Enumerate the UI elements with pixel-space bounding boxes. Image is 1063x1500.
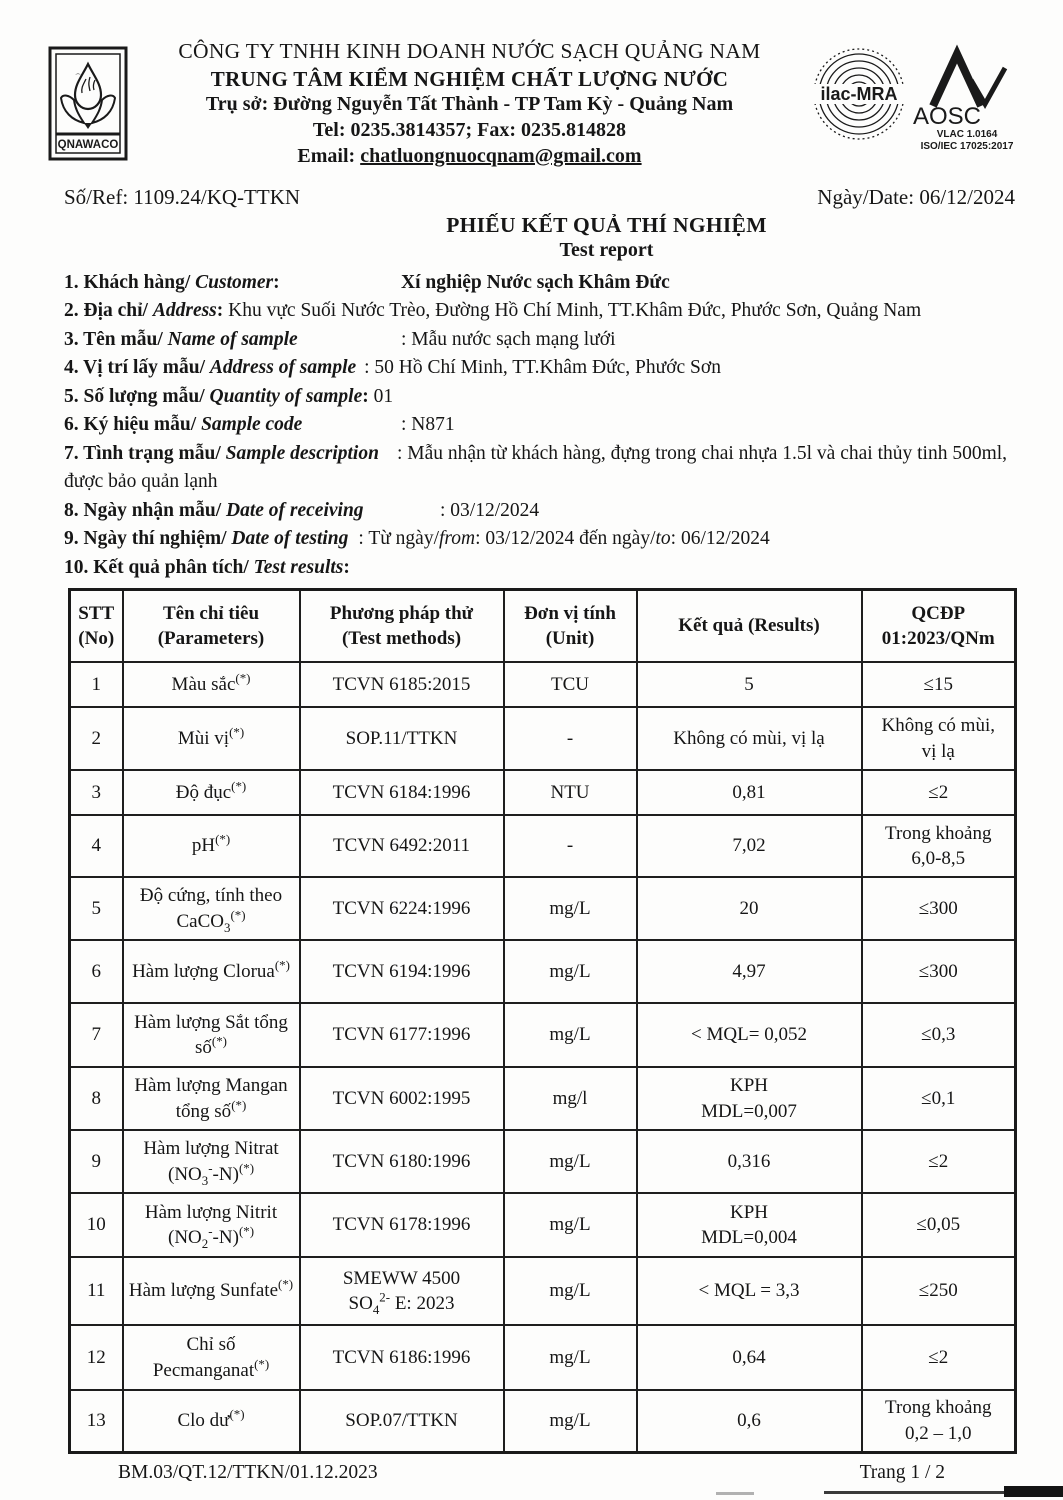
- cell-limit: Trong khoảng 0,2 – 1,0: [862, 1390, 1016, 1452]
- table-row: [70, 770, 1016, 815]
- cell-parameter: Hàm lượng Nitrit $(NO_2^--N)^{(*)}$: [123, 1193, 300, 1257]
- cell-stt: 12: [70, 1325, 123, 1390]
- cell-limit: ≤250: [862, 1257, 1016, 1325]
- table-header-row: [70, 590, 1016, 663]
- company-name: CÔNG TY TNHH KINH DOANH NƯỚC SẠCH QUẢNG NAM: [178, 39, 761, 63]
- info-item-sample-code: 6. Ký hiệu mẫu/ Sample code : N871: [64, 414, 455, 436]
- table-header-cell: Đơn vị tính (Unit): [504, 590, 637, 663]
- info-item-date-testing: 9. Ngày thí nghiệm/ Date of testing : Từ ngày/from: 03/12/2024 đến ngày/to: 06/12/2024: [64, 528, 770, 550]
- cell-stt: 7: [70, 1003, 123, 1067]
- cell-limit: ≤300: [862, 877, 1016, 940]
- info-item-address: 2. Địa chỉ/ Address: Khu vực Suối Nước Trèo, Đường Hồ Chí Minh, TT.Khâm Đức, Phước Sơn, Quảng Nam: [64, 300, 922, 322]
- date-receiving-value: : 03/12/2024: [440, 499, 540, 521]
- cell-method: TCVN 6180:1996: [300, 1130, 504, 1193]
- table-header-cell: QCĐP 01:2023/QNm: [862, 590, 1016, 663]
- date-testing-value: : Từ ngày/from: 03/12/2024 đến ngày/to: 06/12/2024: [358, 528, 770, 550]
- cell-unit: -: [504, 815, 637, 877]
- cell-unit: mg/L: [504, 1325, 637, 1390]
- cell-parameter: Độ cứng, tính theo CaCO$_3$(*): [123, 877, 300, 940]
- cell-unit: TCU: [504, 662, 637, 707]
- cell-stt: 3: [70, 770, 123, 815]
- table-row: [70, 1193, 1016, 1257]
- cell-stt: 4: [70, 815, 123, 877]
- cell-method: TCVN 6492:2011: [300, 815, 504, 877]
- table-header-cell: Tên chỉ tiêu (Parameters): [123, 590, 300, 663]
- cell-result: 0,64: [637, 1325, 862, 1390]
- cell-limit: ≤0,3: [862, 1003, 1016, 1067]
- cell-stt: 9: [70, 1130, 123, 1193]
- cell-result: 7,02: [637, 815, 862, 877]
- table-header-cell: Phương pháp thử (Test methods): [300, 590, 504, 663]
- cell-stt: 10: [70, 1193, 123, 1257]
- table-row: [70, 940, 1016, 1003]
- table-row: [70, 1325, 1016, 1390]
- page-number: Trang 1 / 2: [859, 1461, 945, 1483]
- table-header-cell: Kết quả (Results): [637, 590, 862, 663]
- aosc-logo-icon: [911, 42, 1023, 154]
- cell-limit: ≤300: [862, 940, 1016, 1003]
- results-table-head: [70, 590, 1016, 663]
- document-header: [0, 0, 1063, 169]
- cell-unit: NTU: [504, 770, 637, 815]
- cell-unit: mg/L: [504, 940, 637, 1003]
- cell-limit: ≤15: [862, 662, 1016, 707]
- cell-result: KPH MDL=0,007: [637, 1067, 862, 1130]
- table-row: [70, 1067, 1016, 1130]
- cell-stt: 1: [70, 662, 123, 707]
- scan-artifact-blob: [1004, 1486, 1063, 1497]
- info-item-sample-description: 7. Tình trạng mẫu/ Sample description : Mẫu nhận từ khách hàng, đựng trong chai nhựa 1.5l và chai thủy tinh 500ml, được bảo quản lạnh: [64, 442, 1008, 493]
- info-item-test-results: 10. Kết quả phân tích/ Test results:: [64, 556, 350, 578]
- cell-result: KPH MDL=0,004: [637, 1193, 862, 1257]
- org-email-line: [128, 144, 811, 170]
- org-block: [128, 38, 811, 169]
- cell-stt: 13: [70, 1390, 123, 1452]
- table-row: [70, 1130, 1016, 1193]
- cell-stt: 8: [70, 1067, 123, 1130]
- cell-parameter: Màu sắc(*): [123, 662, 300, 707]
- table-row: [70, 707, 1016, 770]
- info-item-sample-name: 3. Tên mẫu/ Name of sample : Mẫu nước sạch mạng lưới: [64, 328, 616, 350]
- cell-parameter: Chỉ số Pecmanganat(*): [123, 1325, 300, 1390]
- table-row: [70, 662, 1016, 707]
- cell-limit: ≤0,1: [862, 1067, 1016, 1130]
- cell-parameter: Hàm lượng Clorua(*): [123, 940, 300, 1003]
- cell-unit: mg/L: [504, 1130, 637, 1193]
- cell-result: 20: [637, 877, 862, 940]
- sample-code-value: : N871: [401, 414, 455, 436]
- cell-result: 0,81: [637, 770, 862, 815]
- results-table-body: [70, 662, 1016, 1452]
- cell-limit: Trong khoảng 6,0-8,5: [862, 815, 1016, 877]
- quantity-value: 01: [368, 385, 394, 407]
- qnawaco-logo-icon: [48, 46, 128, 161]
- title-block: [0, 212, 1063, 263]
- cell-stt: 5: [70, 877, 123, 940]
- page-subtitle: Test report: [559, 239, 654, 262]
- customer-value: Xí nghiệp Nước sạch Khâm Đức: [401, 271, 670, 293]
- document-date: Ngày/Date: 06/12/2024: [817, 185, 1015, 210]
- center-name: TRUNG TÂM KIỂM NGHIỆM CHẤT LƯỢNG NƯỚC: [210, 66, 729, 91]
- cell-method: SMEWW 4500 $SO_4^{2-}$ E: 2023: [300, 1257, 504, 1325]
- info-item-sample-address: 4. Vị trí lấy mẫu/ Address of sample : 50 Hồ Chí Minh, TT.Khâm Đức, Phước Sơn: [64, 357, 721, 379]
- org-email: chatluongnuocqnam@gmail.com: [360, 144, 642, 167]
- cell-unit: -: [504, 707, 637, 770]
- cell-parameter: Hàm lượng Nitrat $(NO_3^--N)^{(*)}$: [123, 1130, 300, 1193]
- cell-result: < MQL= 0,052: [637, 1003, 862, 1067]
- accreditation-logos: [811, 42, 1023, 154]
- cell-stt: 2: [70, 707, 123, 770]
- cell-method: TCVN 6177:1996: [300, 1003, 504, 1067]
- cell-method: TCVN 6178:1996: [300, 1193, 504, 1257]
- table-row: [70, 815, 1016, 877]
- cell-method: TCVN 6194:1996: [300, 940, 504, 1003]
- sample-info-list: [64, 269, 1021, 583]
- cell-result: 4,97: [637, 940, 862, 1003]
- cell-unit: mg/L: [504, 1390, 637, 1452]
- cell-parameter: pH(*): [123, 815, 300, 877]
- sample-name-value: : Mẫu nước sạch mạng lưới: [401, 328, 616, 350]
- qnawaco-logo: [48, 46, 128, 166]
- table-row: [70, 877, 1016, 940]
- cell-parameter: Độ đục(*): [123, 770, 300, 815]
- cell-parameter: Hàm lượng Sắt tổng số(*): [123, 1003, 300, 1067]
- info-item-customer: 1. Khách hàng/ Customer: Xí nghiệp Nước sạch Khâm Đức: [64, 271, 670, 293]
- info-item-date-receiving: 8. Ngày nhận mẫu/ Date of receiving : 03/12/2024: [64, 499, 540, 521]
- cell-parameter: Mùi vị(*): [123, 707, 300, 770]
- page-title: PHIẾU KẾT QUẢ THÍ NGHIỆM: [446, 213, 767, 238]
- cell-method: TCVN 6224:1996: [300, 877, 504, 940]
- address-value: Khu vực Suối Nước Trèo, Đường Hồ Chí Minh, TT.Khâm Đức, Phước Sơn, Quảng Nam: [223, 300, 922, 322]
- cell-stt: 6: [70, 940, 123, 1003]
- info-item-quantity: 5. Số lượng mẫu/ Quantity of sample: 01: [64, 385, 394, 407]
- ilac-mra-logo-icon: [811, 42, 907, 154]
- cell-result: 5: [637, 662, 862, 707]
- sample-description-value: : Mẫu nhận từ khách hàng, đựng trong chai nhựa 1.5l và chai thủy tinh 500ml, được bảo quản lạnh: [64, 442, 1008, 493]
- email-label: Email:: [297, 144, 361, 167]
- cell-limit: ≤2: [862, 1130, 1016, 1193]
- form-code: BM.03/QT.12/TTKN/01.12.2023: [118, 1461, 378, 1483]
- cell-parameter: Hàm lượng Mangan tổng số(*): [123, 1067, 300, 1130]
- org-address: Trụ sở: Đường Nguyễn Tất Thành - TP Tam Kỳ - Quảng Nam: [205, 93, 734, 116]
- cell-result: 0,316: [637, 1130, 862, 1193]
- cell-parameter: Clo dư(*): [123, 1390, 300, 1452]
- cell-parameter: Hàm lượng Sunfate(*): [123, 1257, 300, 1325]
- results-table: [68, 588, 1017, 1454]
- cell-stt: 11: [70, 1257, 123, 1325]
- aosc-vlac-text: VLAC 1.0164: [936, 129, 998, 140]
- table-row: [70, 1257, 1016, 1325]
- cell-method: TCVN 6184:1996: [300, 770, 504, 815]
- ref-row: [64, 185, 1015, 210]
- cell-unit: mg/l: [504, 1067, 637, 1130]
- aosc-iso-text: ISO/IEC 17025:2017: [920, 141, 1014, 152]
- org-tel-fax: Tel: 0235.3814357; Fax: 0235.814828: [312, 118, 627, 141]
- cell-limit: ≤0,05: [862, 1193, 1016, 1257]
- page-footer: [118, 1462, 945, 1484]
- cell-method: SOP.11/TTKN: [300, 707, 504, 770]
- cell-unit: mg/L: [504, 1003, 637, 1067]
- cell-method: TCVN 6186:1996: [300, 1325, 504, 1390]
- cell-unit: mg/L: [504, 877, 637, 940]
- ilac-mra-text: ilac-MRA: [820, 84, 898, 104]
- qnawaco-logo-text: QNAWACO: [57, 139, 119, 151]
- cell-result: < MQL = 3,3: [637, 1257, 862, 1325]
- cell-method: TCVN 6185:2015: [300, 662, 504, 707]
- cell-unit: mg/L: [504, 1193, 637, 1257]
- scan-artifact-line: [824, 1491, 1008, 1494]
- cell-result: 0,6: [637, 1390, 862, 1452]
- cell-limit: Không có mùi, vị lạ: [862, 707, 1016, 770]
- cell-limit: ≤2: [862, 770, 1016, 815]
- table-row: [70, 1390, 1016, 1452]
- cell-method: SOP.07/TTKN: [300, 1390, 504, 1452]
- scan-artifact-dash: [716, 1492, 754, 1495]
- cell-method: TCVN 6002:1995: [300, 1067, 504, 1130]
- sample-address-value: : 50 Hồ Chí Minh, TT.Khâm Đức, Phước Sơn: [364, 357, 721, 379]
- table-row: [70, 1003, 1016, 1067]
- cell-limit: ≤2: [862, 1325, 1016, 1390]
- aosc-text: AOSC: [913, 103, 982, 130]
- cell-unit: mg/L: [504, 1257, 637, 1325]
- document-ref: Số/Ref: 1109.24/KQ-TTKN: [64, 185, 301, 210]
- table-header-cell: STT (No): [70, 590, 123, 663]
- cell-result: Không có mùi, vị lạ: [637, 707, 862, 770]
